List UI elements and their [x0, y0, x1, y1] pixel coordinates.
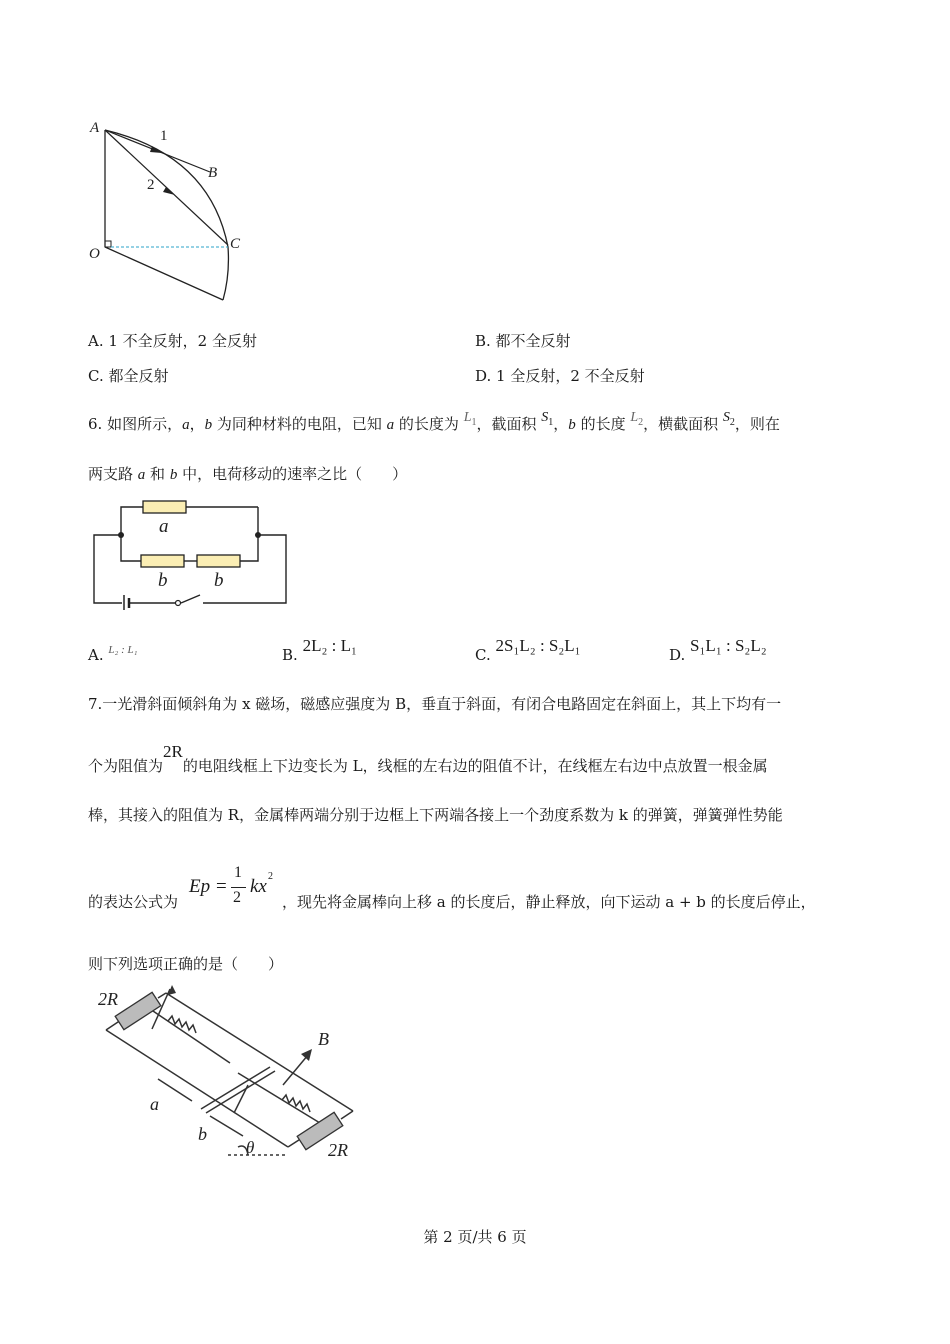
resistor-b1-label: b: [158, 570, 168, 591]
q5-option-c[interactable]: C. 都全反射: [88, 367, 169, 385]
junction-right: [255, 532, 261, 538]
label-b-field: B: [318, 1029, 329, 1049]
ray-2-arrow-icon: [163, 187, 175, 195]
label-o: O: [89, 246, 100, 262]
q5-option-b[interactable]: B. 都不全反射: [475, 332, 571, 350]
q6-stem-line2: 两支路 a 和 b 中，电荷移动的速率之比（ ）: [88, 465, 408, 483]
label-ray-1: 1: [160, 128, 168, 144]
circuit-figure: [88, 495, 293, 610]
q6-option-c[interactable]: C. 2S₁L₂ : S₂L₁: [475, 636, 581, 664]
label-a-distance: a: [150, 1094, 159, 1114]
switch-icon: [176, 601, 181, 606]
q7-stem-line3: 棒，其接入的阻值为 R，金属棒两端分别于边框上下两端各接上一个劲度系数为 k 的弹簧，弹簧弹性势能: [88, 806, 783, 824]
resistor-a: [143, 501, 186, 513]
q5-option-a[interactable]: A. 1 不全反射，2 全反射: [88, 332, 257, 350]
reflection-figure: [80, 110, 280, 310]
q7-stem-line4: 的表达公式为: [88, 893, 179, 911]
q6-option-d[interactable]: D. S₁L₁ : S₂L₂: [669, 636, 767, 664]
label-2r-bottom: 2R: [328, 1140, 348, 1160]
right-angle-mark: [105, 241, 111, 247]
label-a: A: [90, 120, 100, 136]
label-theta: θ: [246, 1138, 255, 1157]
resistor-b2: [197, 555, 240, 567]
page-footer: 第 2 页/共 6 页: [423, 1228, 527, 1246]
ray-1-arrow-icon: [150, 146, 162, 153]
q6-stem-line1: 6. 如图所示，a，b 为同种材料的电阻，已知 a 的长度为 $L_1$，截面积 $S_1$，b 的长度 $L_2$，横截面积 $S_2$，则在: [88, 410, 780, 433]
label-b: B: [208, 165, 218, 181]
q6-option-a[interactable]: A. $^{L_2 : L_1}$: [88, 644, 138, 664]
q6-option-b[interactable]: B. 2L₂ : L₁: [282, 636, 357, 664]
resistor-b2-label: b: [214, 570, 224, 591]
label-ray-2: 2: [147, 177, 155, 193]
resistor-b1: [141, 555, 184, 567]
label-c: C: [230, 236, 241, 252]
ep-formula: Ep = 1 2 kx 2: [189, 864, 273, 906]
b-field-arrow-icon: [301, 1049, 312, 1061]
q7-stem-line5: 则下列选项正确的是（ ）: [88, 955, 284, 973]
q7-stem-line2: 个为阻值为2R的电阻线框上下边变长为 L，线框的左右边的阻值不计，在线框左右边中点放置一根金属: [88, 742, 768, 775]
fraction-bar: [231, 887, 246, 888]
incline-figure: [88, 985, 368, 1170]
junction-left: [118, 532, 124, 538]
resistor-a-label: a: [159, 516, 169, 537]
bottom-edge: [105, 247, 223, 300]
q7-stem-line4-post: ，现先将金属棒向上移 a 的长度后，静止释放，向下运动 a + b 的长度后停止，: [282, 893, 816, 911]
q7-stem-line1: 7.一光滑斜面倾斜角为 x 磁场，磁感应强度为 B，垂直于斜面，有闭合电路固定在斜面上，其上下均有一: [88, 695, 782, 713]
label-b-distance: b: [198, 1124, 207, 1144]
label-2r-top: 2R: [98, 989, 118, 1009]
q5-option-d[interactable]: D. 1 全反射，2 不全反射: [475, 367, 645, 385]
